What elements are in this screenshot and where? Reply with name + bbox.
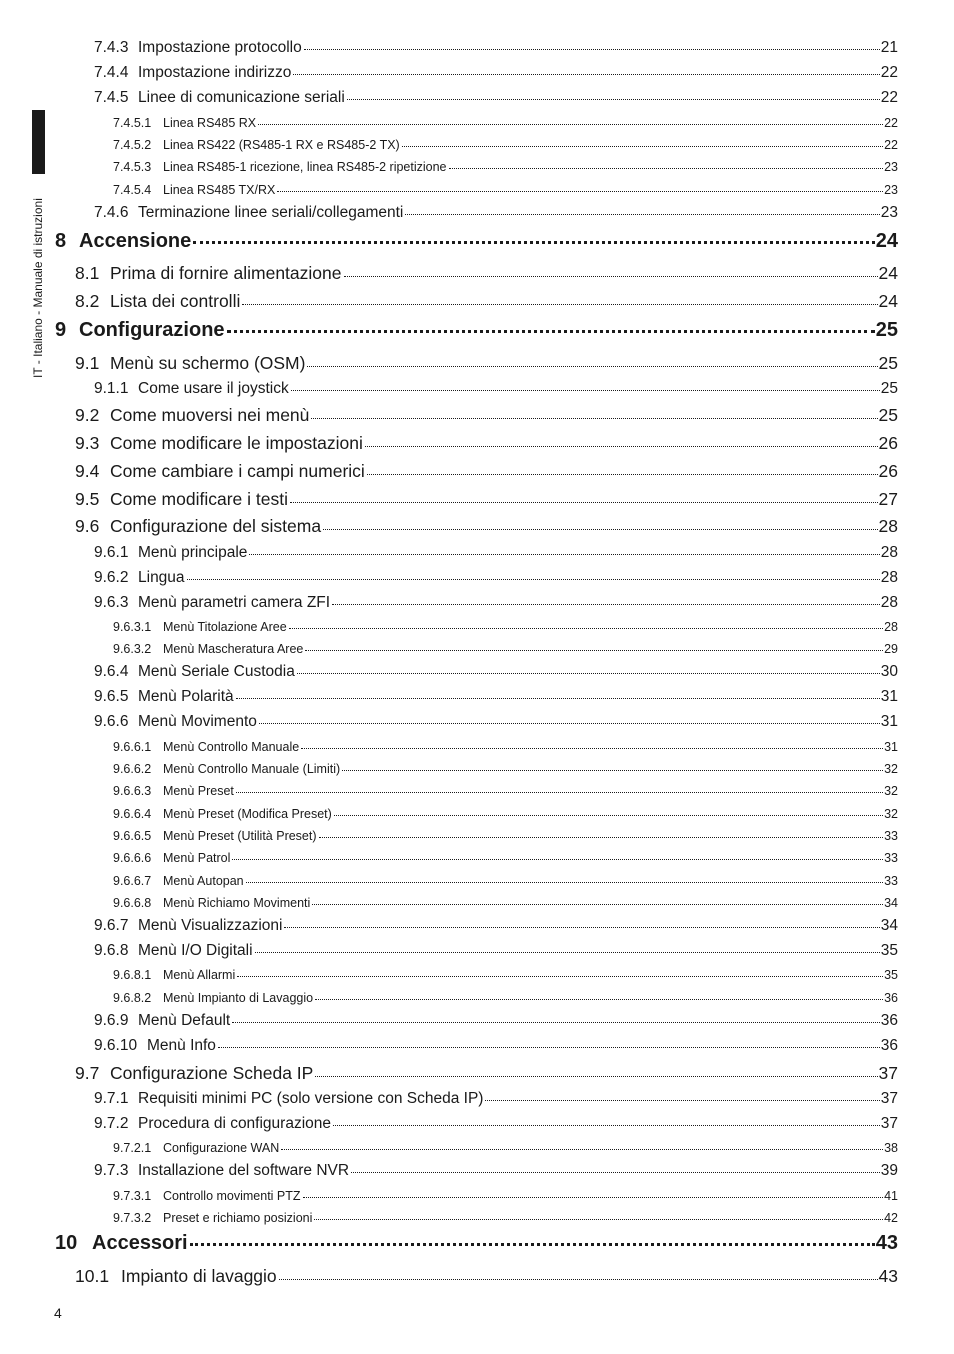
toc-entry-page: 36 [884, 990, 898, 1005]
toc-entry-title: Linea RS422 (RS485-1 RX e RS485-2 TX) [163, 137, 400, 152]
toc-entry[interactable] [94, 64, 898, 82]
toc-dot-leader [485, 1100, 879, 1101]
toc-entry-page: 41 [884, 1188, 898, 1203]
toc-entry-page: 25 [878, 404, 898, 425]
toc-entry-page: 28 [878, 515, 898, 536]
toc-dot-leader [334, 815, 883, 816]
toc-entry-page: 35 [880, 942, 898, 960]
toc-entry-title: Menù su schermo (OSM) [110, 352, 306, 373]
toc-entry-page: 36 [880, 1037, 898, 1055]
toc-entry-number: 9.7.3.2 [113, 1210, 152, 1225]
toc-entry[interactable] [55, 319, 898, 342]
toc-entry-title: Lingua [138, 569, 185, 587]
toc-entry[interactable] [94, 1115, 898, 1133]
toc-entry-page: 39 [880, 1162, 898, 1180]
toc-entry-number: 9.6.7 [94, 917, 129, 935]
toc-entry-title: Come usare il joystick [138, 380, 289, 398]
toc-entry[interactable] [113, 183, 898, 197]
toc-dot-leader [277, 191, 883, 192]
toc-entry-page: 32 [884, 806, 898, 821]
toc-entry[interactable] [113, 138, 898, 152]
toc-dot-leader [314, 1219, 883, 1220]
toc-entry-number: 7.4.5.4 [113, 182, 152, 197]
toc-entry-number: 9.6.8.2 [113, 990, 152, 1005]
toc-dot-leader [365, 446, 878, 447]
toc-entry-title: Menù Movimento [138, 713, 257, 731]
toc-entry-number: 9.6.3.2 [113, 641, 152, 656]
toc-entry[interactable] [75, 1266, 898, 1287]
toc-dot-leader [246, 882, 883, 883]
toc-entry-title: Menù Richiamo Movimenti [163, 895, 311, 910]
toc-entry-title: Menù Controllo Manuale (Limiti) [163, 761, 341, 776]
toc-dot-leader [289, 628, 883, 629]
toc-entry-number: 9.6.9 [94, 1012, 129, 1030]
toc-entry-title: Configurazione Scheda IP [110, 1062, 314, 1083]
toc-entry[interactable] [55, 1232, 898, 1255]
toc-dot-leader [255, 952, 880, 953]
toc-entry-title: Impostazione indirizzo [138, 64, 292, 82]
toc-entry-number: 9.6.6.2 [113, 761, 152, 776]
toc-entry-page: 25 [875, 318, 898, 341]
toc-entry-page: 33 [884, 850, 898, 865]
toc-entry[interactable] [94, 1012, 898, 1030]
toc-entry-page: 31 [884, 739, 898, 754]
toc-entry-title: Procedura di configurazione [138, 1115, 332, 1133]
toc-entry-number: 9.6.5 [94, 688, 129, 706]
toc-entry-number: 9.6.6.8 [113, 895, 152, 910]
toc-entry[interactable] [113, 851, 898, 865]
toc-entry-number: 9.6.1 [94, 544, 129, 562]
toc-dot-leader [218, 1047, 880, 1048]
toc-entry[interactable] [94, 688, 898, 706]
toc-dot-leader [232, 859, 883, 860]
toc-entry-title: Configurazione [79, 318, 225, 341]
toc-entry-title: Come muoversi nei menù [110, 404, 310, 425]
toc-entry-title: Menù Preset [163, 783, 234, 798]
toc-entry-number: 7.4.5.3 [113, 159, 152, 174]
toc-entry[interactable] [75, 433, 898, 454]
toc-entry-page: 24 [875, 229, 898, 252]
toc-dot-leader [315, 999, 883, 1000]
toc-dot-leader [319, 837, 884, 838]
toc-entry[interactable] [113, 1141, 898, 1155]
toc-entry-number: 9.1.1 [94, 380, 129, 398]
toc-entry-number: 9.6.8 [94, 942, 129, 960]
toc-entry-title: Menù Info [147, 1037, 216, 1055]
toc-dot-leader [323, 529, 877, 530]
toc-dot-leader [312, 904, 883, 905]
toc-entry-number: 9.1 [75, 352, 100, 373]
toc-entry-number: 9.4 [75, 460, 100, 481]
toc-dot-leader [344, 276, 878, 277]
toc-entry[interactable] [75, 291, 898, 312]
toc-entry[interactable] [75, 263, 898, 284]
toc-entry-title: Menù Visualizzazioni [138, 917, 283, 935]
toc-dot-leader [347, 99, 880, 100]
toc-entry[interactable] [113, 160, 898, 174]
toc-entry-page: 31 [880, 713, 898, 731]
toc-dot-leader [281, 1149, 883, 1150]
toc-entry[interactable] [94, 942, 898, 960]
toc-entry-title: Linee di comunicazione seriali [138, 89, 345, 107]
toc-entry-number: 9.6.6.6 [113, 850, 152, 865]
toc-entry-page: 23 [884, 182, 898, 197]
toc-entry[interactable] [113, 829, 898, 843]
toc-entry-number: 8.2 [75, 290, 100, 311]
toc-entry[interactable] [113, 1189, 898, 1203]
toc-entry-number: 9.6.6.7 [113, 873, 152, 888]
toc-entry-number: 9.6.2 [94, 569, 129, 587]
toc-entry-title: Controllo movimenti PTZ [163, 1188, 301, 1203]
toc-dot-leader [193, 241, 874, 244]
toc-entry[interactable] [75, 516, 898, 537]
toc-entry-number: 9.6.6.4 [113, 806, 152, 821]
toc-entry[interactable] [113, 874, 898, 888]
toc-entry[interactable] [94, 204, 898, 222]
toc-entry-number: 9.6.3.1 [113, 619, 152, 634]
toc-entry-title: Impianto di lavaggio [121, 1265, 277, 1286]
toc-dot-leader [187, 579, 880, 580]
toc-entry-page: 37 [880, 1090, 898, 1108]
toc-entry-number: 9.6.6.5 [113, 828, 152, 843]
toc-entry-page: 25 [878, 352, 898, 373]
toc-entry-title: Preset e richiamo posizioni [163, 1210, 313, 1225]
toc-entry-page: 31 [880, 688, 898, 706]
toc-entry[interactable] [75, 1063, 898, 1084]
toc-entry[interactable] [75, 405, 898, 426]
toc-entry-page: 24 [878, 290, 898, 311]
toc-entry[interactable] [113, 991, 898, 1005]
toc-entry-number: 7.4.3 [94, 39, 129, 57]
toc-entry-title: Come cambiare i campi numerici [110, 460, 365, 481]
toc-dot-leader [190, 1243, 875, 1246]
toc-entry-number: 9.7 [75, 1062, 100, 1083]
toc-entry-page: 34 [880, 917, 898, 935]
toc-entry-page: 33 [884, 873, 898, 888]
toc-dot-leader [284, 927, 879, 928]
toc-entry-page: 28 [880, 569, 898, 587]
toc-entry-title: Configurazione del sistema [110, 515, 322, 536]
toc-entry-title: Menù Allarmi [163, 967, 236, 982]
toc-entry-title: Menù Mascheratura Aree [163, 641, 304, 656]
toc-entry-number: 8.1 [75, 262, 100, 283]
toc-entry[interactable] [113, 740, 898, 754]
toc-dot-leader [242, 304, 877, 305]
toc-dot-leader [304, 49, 880, 50]
toc-entry-page: 26 [878, 432, 898, 453]
toc-entry-title: Menù Preset (Modifica Preset) [163, 806, 332, 821]
toc-entry-page: 43 [878, 1265, 898, 1286]
toc-entry-page: 21 [880, 39, 898, 57]
toc-entry-page: 22 [880, 89, 898, 107]
toc-entry-title: Menù Preset (Utilità Preset) [163, 828, 317, 843]
toc-dot-leader [236, 698, 880, 699]
toc-dot-leader [237, 976, 883, 977]
toc-entry-page: 25 [880, 380, 898, 398]
toc-entry-number: 9.6.6.1 [113, 739, 152, 754]
toc-entry-title: Prima di fornire alimentazione [110, 262, 342, 283]
toc-entry-title: Configurazione WAN [163, 1140, 280, 1155]
toc-entry[interactable] [113, 642, 898, 656]
toc-entry-title: Menù Patrol [163, 850, 231, 865]
toc-entry[interactable] [94, 594, 898, 612]
toc-entry-title: Menù principale [138, 544, 248, 562]
toc-entry-title: Menù I/O Digitali [138, 942, 253, 960]
toc-dot-leader [307, 366, 877, 367]
toc-entry-number: 7.4.5.1 [113, 115, 152, 130]
toc-dot-leader [449, 168, 884, 169]
toc-entry-title: Linea RS485 TX/RX [163, 182, 276, 197]
toc-entry-page: 33 [884, 828, 898, 843]
toc-entry-title: Menù Autopan [163, 873, 244, 888]
toc-entry-number: 9.6.6 [94, 713, 129, 731]
toc-entry-number: 9.3 [75, 432, 100, 453]
toc-entry[interactable] [94, 89, 898, 107]
toc-entry-page: 32 [884, 761, 898, 776]
toc-entry-page: 28 [884, 619, 898, 634]
toc-dot-leader [258, 124, 883, 125]
toc-dot-leader [291, 390, 880, 391]
toc-entry-number: 9.6.8.1 [113, 967, 152, 982]
toc-entry-page: 37 [880, 1115, 898, 1133]
toc-entry-title: Linea RS485-1 ricezione, linea RS485-2 ripetizione [163, 159, 447, 174]
toc-entry-title: Come modificare i testi [110, 488, 288, 509]
toc-entry-page: 28 [880, 544, 898, 562]
toc-entry[interactable] [94, 380, 898, 398]
toc-entry-number: 9.7.3.1 [113, 1188, 152, 1203]
toc-entry[interactable] [113, 1211, 898, 1225]
toc-entry[interactable] [94, 544, 898, 562]
toc-entry-page: 37 [878, 1062, 898, 1083]
toc-entry-title: Come modificare le impostazioni [110, 432, 363, 453]
toc-dot-leader [351, 1172, 880, 1173]
toc-dot-leader [297, 673, 880, 674]
toc-entry[interactable] [113, 116, 898, 130]
toc-entry[interactable] [94, 917, 898, 935]
toc-entry-page: 42 [884, 1210, 898, 1225]
toc-entry-number: 9.6.6.3 [113, 783, 152, 798]
toc-entry-title: Terminazione linee seriali/collegamenti [138, 204, 404, 222]
toc-dot-leader [367, 474, 878, 475]
toc-entry-title: Lista dei controlli [110, 290, 241, 311]
toc-entry-title: Menù Default [138, 1012, 231, 1030]
toc-entry[interactable] [113, 784, 898, 798]
toc-entry-title: Linea RS485 RX [163, 115, 257, 130]
toc-dot-leader [290, 502, 878, 503]
toc-dot-leader [333, 1125, 880, 1126]
toc-entry[interactable] [94, 713, 898, 731]
side-language-text: IT - Italiano - Manuale di istruzioni [31, 198, 45, 378]
toc-entry-number: 10 [55, 1231, 78, 1254]
toc-entry-number: 9.6.3 [94, 594, 129, 612]
toc-entry-title: Installazione del software NVR [138, 1162, 350, 1180]
toc-entry-page: 29 [884, 641, 898, 656]
toc-entry-number: 9 [55, 318, 67, 341]
toc-dot-leader [405, 214, 879, 215]
toc-dot-leader [402, 146, 883, 147]
toc-entry-title: Requisiti minimi PC (solo versione con Scheda IP) [138, 1090, 484, 1108]
toc-entry-title: Menù Titolazione Aree [163, 619, 287, 634]
toc-entry-number: 7.4.4 [94, 64, 129, 82]
toc-entry-title: Accessori [92, 1231, 188, 1254]
toc-dot-leader [303, 1197, 884, 1198]
toc-entry-page: 34 [884, 895, 898, 910]
toc-entry-number: 9.7.3 [94, 1162, 129, 1180]
toc-dot-leader [301, 748, 883, 749]
toc-dot-leader [232, 1022, 880, 1023]
toc-entry-page: 38 [884, 1140, 898, 1155]
toc-entry[interactable] [113, 620, 898, 634]
toc-dot-leader [236, 792, 883, 793]
toc-entry-page: 27 [878, 488, 898, 509]
toc-entry-number: 9.7.2.1 [113, 1140, 152, 1155]
toc-entry-title: Impostazione protocollo [138, 39, 302, 57]
toc-entry[interactable] [94, 1162, 898, 1180]
toc-entry-page: 43 [875, 1231, 898, 1254]
toc-dot-leader [311, 418, 877, 419]
toc-entry-number: 9.6 [75, 515, 100, 536]
toc-entry[interactable] [55, 230, 898, 253]
toc-dot-leader [249, 554, 879, 555]
toc-entry-page: 23 [884, 159, 898, 174]
toc-entry[interactable] [94, 663, 898, 681]
toc-entry-page: 32 [884, 783, 898, 798]
toc-entry-number: 9.5 [75, 488, 100, 509]
toc-entry-number: 9.7.2 [94, 1115, 129, 1133]
toc-entry-number: 9.6.4 [94, 663, 129, 681]
toc-entry-page: 28 [880, 594, 898, 612]
toc-entry-page: 22 [884, 115, 898, 130]
toc-dot-leader [305, 650, 883, 651]
toc-entry-number: 7.4.6 [94, 204, 129, 222]
toc-entry[interactable] [94, 1090, 898, 1108]
toc-dot-leader [227, 330, 875, 333]
toc-entry-page: 23 [880, 204, 898, 222]
toc-entry-title: Menù Controllo Manuale [163, 739, 300, 754]
toc-entry-number: 9.6.10 [94, 1037, 138, 1055]
toc-entry[interactable] [113, 762, 898, 776]
toc-entry-title: Menù Seriale Custodia [138, 663, 295, 681]
toc-entry-title: Menù Polarità [138, 688, 234, 706]
toc-dot-leader [279, 1279, 878, 1280]
toc-entry-number: 9.2 [75, 404, 100, 425]
toc-entry-title: Accensione [79, 229, 192, 252]
toc-entry[interactable] [113, 968, 898, 982]
toc-entry-number: 7.4.5 [94, 89, 129, 107]
toc-dot-leader [332, 604, 880, 605]
toc-dot-leader [259, 723, 880, 724]
toc-entry-page: 36 [880, 1012, 898, 1030]
toc-entry[interactable] [113, 807, 898, 821]
toc-entry-page: 22 [880, 64, 898, 82]
toc-entry[interactable] [94, 39, 898, 57]
toc-entry[interactable] [75, 353, 898, 374]
toc-entry-page: 24 [878, 262, 898, 283]
toc-dot-leader [293, 74, 879, 75]
toc-entry-number: 8 [55, 229, 67, 252]
toc-entry-title: Menù parametri camera ZFI [138, 594, 331, 612]
toc-entry-page: 26 [878, 460, 898, 481]
toc-entry-number: 7.4.5.2 [113, 137, 152, 152]
toc-entry-page: 35 [884, 967, 898, 982]
toc-entry-number: 10.1 [75, 1265, 110, 1286]
toc-entry[interactable] [94, 569, 898, 587]
toc-dot-leader [342, 770, 883, 771]
toc-entry-number: 9.7.1 [94, 1090, 129, 1108]
toc-entry[interactable] [113, 896, 898, 910]
toc-entry-page: 30 [880, 663, 898, 681]
toc-entry[interactable] [94, 1037, 898, 1055]
toc-dot-leader [315, 1076, 877, 1077]
toc-entry[interactable] [75, 461, 898, 482]
toc-entry-page: 22 [884, 137, 898, 152]
page-number: 4 [54, 1305, 62, 1321]
toc-entry[interactable] [75, 489, 898, 510]
toc-entry-title: Menù Impianto di Lavaggio [163, 990, 314, 1005]
